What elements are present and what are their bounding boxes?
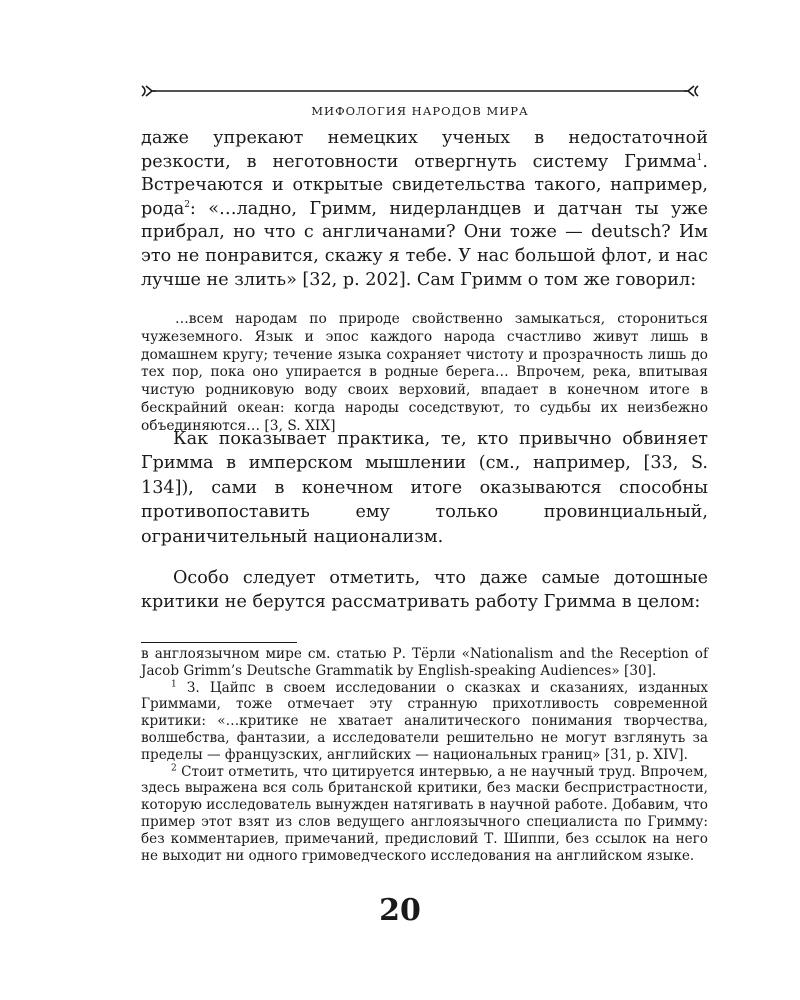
paragraph-2-text: Как показывает практика, те, кто привычно обвиняет Гримма в имперском мышлении (см., например, [33, S. 134]), сами в конечном итоге оказываются способны противопоставить ему только провинциальный, ограничительный национализм. <box>141 429 708 547</box>
footnote-1 <box>141 680 708 764</box>
paragraph-1-text-c: : «…ладно, Гримм, нидерландцев и датчан ты уже прибрал, но что с англичанами? Они тоже — deutsch? Им это не понравится, скажу я тебе. У нас большой флот, и нас лучше не злить» [32, p. 202]. Сам Гримм о том же говорил: <box>141 198 708 290</box>
footnote-separator <box>141 642 297 643</box>
page-number: 20 <box>379 893 421 928</box>
header-ornament-rule <box>140 80 700 102</box>
body-paragraph-2 <box>141 427 708 549</box>
paragraph-1-text-b: . Встречаются и открытые свидетельства такого, например, рода <box>141 151 708 219</box>
footnote-continuation: в англоязычном мире см. статью Р. Тёрли «Nationalism and the Reception of Jacob Grimm’s Deutsche Grammatik by English-speaking Audiences» [30]. <box>141 646 708 679</box>
body-paragraph-1 <box>141 127 708 292</box>
paragraph-1-text-a: даже упрекают немецких ученых в недостаточной резкости, в неготовности отвергнуть систему Гримма <box>141 128 708 172</box>
block-quote <box>141 311 708 436</box>
paragraph-3-text: Особо следует отметить, что даже самые дотошные критики не берутся рассматривать работу Гримма в целом: <box>141 568 708 613</box>
footnote-1-marker: 1 <box>171 679 177 690</box>
block-quote-text: …всем народам по природе свойственно замыкаться, сторониться чужеземного. Язык и эпос каждого народа счастливо живут лишь в домашнем кругу; течение языка сохраняет чистоту и прозрачность лишь до тех пор, пока оно упирается в родные берега… Впрочем, река, впитывая чистую родниковую воду своих верховий, впадает в конечном итоге в бескрайний океан: когда народы соседствуют, то судьбы их неизбежно объединяются… [3, S. XIX] <box>141 311 708 434</box>
footnote-2-text: Стоит отметить, что цитируется интервью, а не научный труд. Впрочем, здесь выражена вся соль британской критики, без маски беспристрастности, которую исследователь вынужден натягивать в научной работе. Добавим, что пример этот взят из слов ведущего англоязычного специалиста по Гримму: без комментариев, примечаний, предисловий Т. Шиппи, без ссылок на него не выходит ни одного гримоведческого исследования на английском языке. <box>141 763 708 864</box>
footnote-1-text: З. Цайпс в своем исследовании о сказках и сказаниях, изданных Гриммами, тоже отмечает эту странную прихотливость современной критики: «…критике не хватает аналитического понимания творчества, волшебства, фантазии, а исследователи решительно не могут взглянуть за пределы — французских, английских — национальных границ» [31, p. XIV]. <box>141 679 708 763</box>
footnote-ref-1: 1 <box>696 152 703 163</box>
footnotes <box>141 646 708 864</box>
footnote-2 <box>141 764 708 865</box>
body-paragraph-3 <box>141 566 708 615</box>
footnote-ref-2: 2 <box>184 199 190 210</box>
footnote-2-marker: 2 <box>171 763 177 774</box>
running-title: МИФОЛОГИЯ НАРОДОВ МИРА <box>311 104 529 118</box>
